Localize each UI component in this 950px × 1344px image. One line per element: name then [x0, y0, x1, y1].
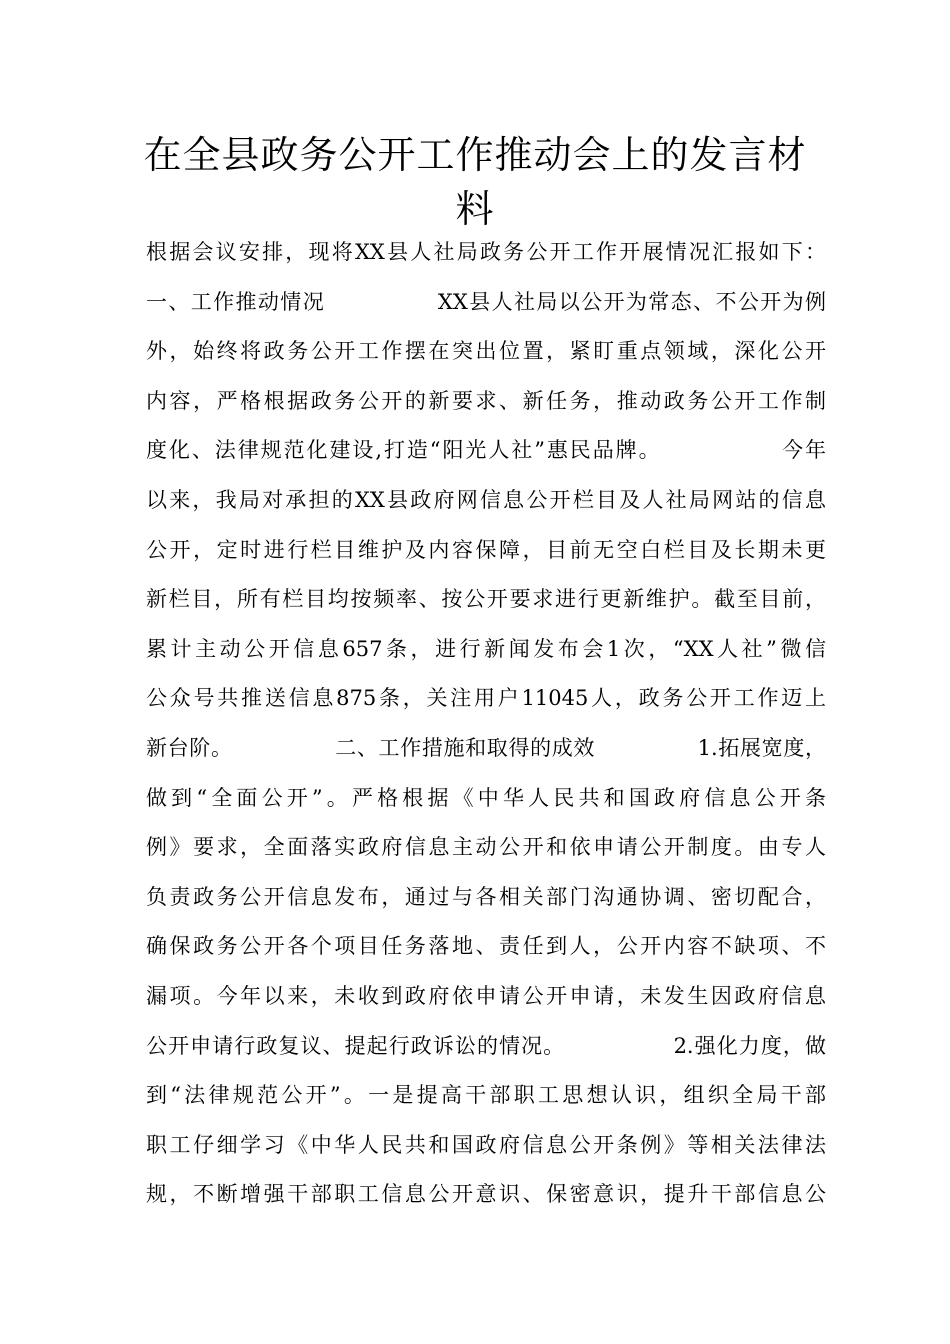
- body-line: 以来，我局对承担的XX县政府网信息公开栏目及人社局网站的信息: [146, 487, 826, 512]
- body-line: 根据会议安排，现将XX县人社局政务公开工作开展情况汇报如下：: [146, 240, 826, 264]
- document-title: [120, 128, 830, 236]
- body-line: 确保政务公开各个项目任务落地、责任到人，公开内容不缺项、不: [146, 934, 826, 959]
- body-line: 一、工作推动情况 XX县人社局以公开为常态、不公开为例: [146, 289, 826, 314]
- body-line: 例》要求，全面落实政府信息主动公开和依申请公开制度。由专人: [146, 835, 826, 860]
- body-line: 漏项。今年以来，未收到政府依申请公开申请，未发生因政府信息: [146, 983, 826, 1008]
- title-line: 料: [455, 187, 495, 231]
- body-line: 外，始终将政务公开工作摆在突出位置，紧盯重点领域，深化公开: [146, 339, 826, 364]
- body-text: [146, 228, 826, 1220]
- body-line: 新栏目，所有栏目均按频率、按公开要求进行更新维护。截至目前，: [146, 587, 826, 612]
- body-line: 做到“全面公开”。严格根据《中华人民共和国政府信息公开条: [146, 785, 826, 810]
- body-line: 规，不断增强干部职工信息公开意识、保密意识，提升干部信息公: [146, 1182, 826, 1207]
- body-line: 公开，定时进行栏目维护及内容保障，目前无空白栏目及长期未更: [146, 537, 826, 562]
- body-line: 度化、法律规范化建设,打造“阳光人社”惠民品牌。 今年: [146, 438, 826, 463]
- title-line: 在全县政务公开工作推动会上的发言材: [143, 133, 807, 177]
- body-line: 公众号共推送信息875条，关注用户11045人，政务公开工作迈上: [146, 686, 826, 711]
- body-line: 到“法律规范公开”。一是提高干部职工思想认识，组织全局干部: [146, 1083, 826, 1108]
- body-line: 内容，严格根据政务公开的新要求、新任务，推动政务公开工作制: [146, 388, 826, 413]
- body-line: 公开申请行政复议、提起行政诉讼的情况。 2.强化力度，做: [146, 1033, 826, 1058]
- body-line: 新台阶。 二、工作措施和取得的成效 1.拓展宽度，: [146, 735, 826, 760]
- body-line: 负责政务公开信息发布，通过与各相关部门沟通协调、密切配合，: [146, 884, 826, 909]
- body-line: 职工仔细学习《中华人民共和国政府信息公开条例》等相关法律法: [146, 1132, 826, 1157]
- body-line: 累计主动公开信息657条，进行新闻发布会1次，“XX人社”微信: [146, 636, 826, 661]
